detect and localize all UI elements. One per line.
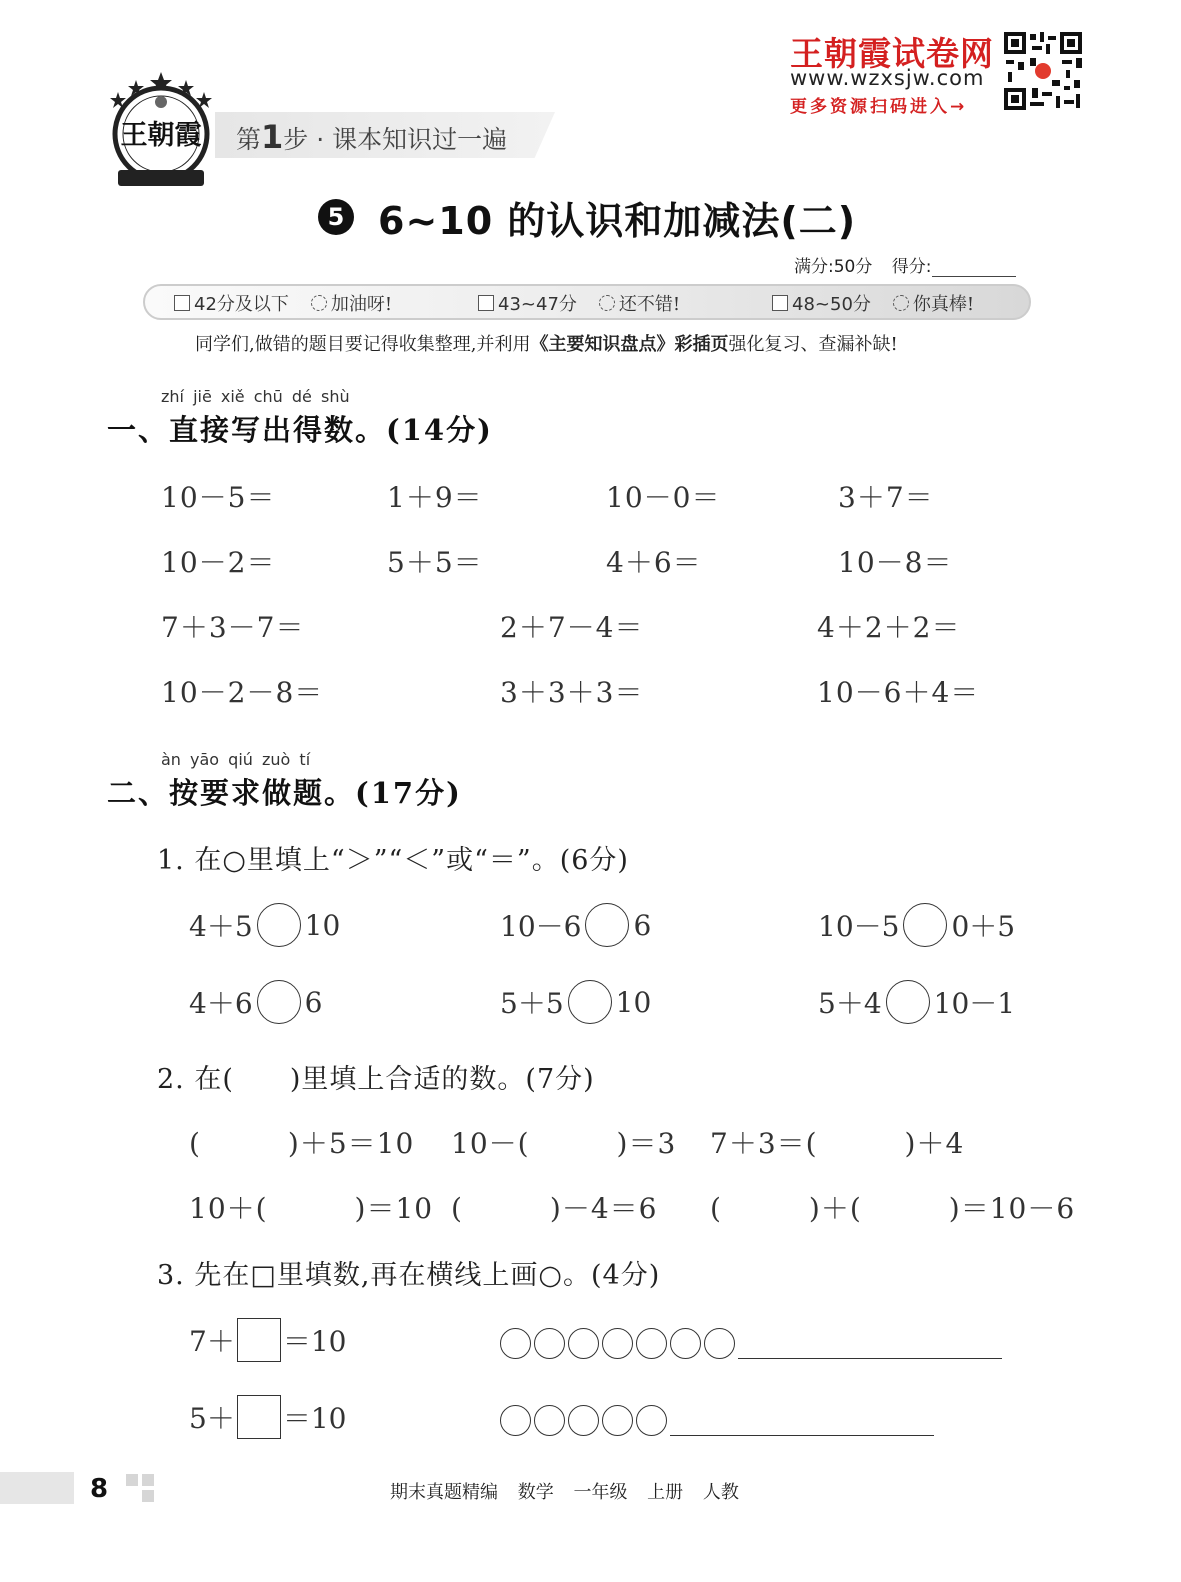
- drawn-circle: [602, 1405, 633, 1436]
- compare-item: [189, 903, 340, 947]
- arith-item[interactable]: 3＋7＝: [838, 481, 934, 514]
- equation-right: ＝10: [282, 1402, 347, 1435]
- compare-item: [818, 980, 1015, 1024]
- section2-pinyin: àn yāo qiú zuò tí: [161, 750, 311, 769]
- equation-right: ＝10: [282, 1325, 347, 1358]
- score-label: 得分:: [891, 257, 932, 277]
- score-line: [794, 252, 1016, 277]
- rating-item-low: [174, 290, 392, 316]
- arith-item[interactable]: 10－6＋4＝: [817, 676, 980, 709]
- step-number: 1: [261, 118, 284, 156]
- fill-blank-item[interactable]: 10＋( )＝10: [189, 1192, 434, 1225]
- step-prefix: 第: [236, 125, 262, 154]
- q1-title: 1. 在○里填上“＞”“＜”或“＝”。(6分): [157, 845, 629, 876]
- brand-logo-badge: [106, 70, 216, 190]
- answer-circle[interactable]: [585, 903, 629, 947]
- section1-pinyin: zhí jiē xiě chū dé shù: [161, 387, 350, 406]
- answer-circle[interactable]: [257, 903, 301, 947]
- full-score: 满分:50分: [794, 257, 873, 277]
- compare-left: 10－5: [818, 910, 900, 943]
- rating-range: 43~47分: [498, 294, 577, 315]
- step-label: [236, 118, 507, 156]
- lesson-number-badge: 5: [318, 199, 354, 235]
- compare-item: [500, 903, 651, 947]
- arith-item[interactable]: 4＋6＝: [606, 546, 702, 579]
- fill-blank-item[interactable]: ( )－4＝6: [451, 1192, 658, 1225]
- logo-text: 王朝霞: [120, 120, 202, 151]
- rating-comment: 加油呀!: [330, 294, 393, 315]
- q2-title: 2. 在( )里填上合适的数。(7分): [157, 1064, 595, 1095]
- drawn-circle: [500, 1328, 531, 1359]
- rating-comment: 你真棒!: [912, 294, 975, 315]
- arith-item[interactable]: 7＋3－7＝: [161, 611, 305, 644]
- rating-item-mid: [478, 290, 680, 316]
- qr-code-icon[interactable]: [1002, 30, 1084, 112]
- equation-left: 7＋: [189, 1325, 235, 1358]
- answer-circle[interactable]: [886, 980, 930, 1024]
- compare-left: 10－6: [500, 910, 582, 943]
- arith-item[interactable]: 4＋2＋2＝: [817, 611, 961, 644]
- rating-range: 42分及以下: [194, 294, 289, 315]
- compare-right: 0＋5: [951, 910, 1016, 943]
- score-blank[interactable]: [932, 260, 1016, 277]
- brand-url[interactable]: www.wzxsjw.com: [790, 66, 985, 90]
- compare-right: 10－1: [933, 987, 1016, 1020]
- arith-item[interactable]: 10－2＝: [161, 546, 276, 579]
- drawn-circle: [568, 1405, 599, 1436]
- drawn-circle: [534, 1405, 565, 1436]
- drawn-circle: [602, 1328, 633, 1359]
- rating-checkbox[interactable]: [174, 295, 190, 311]
- footer-decor: [126, 1474, 138, 1486]
- q3-title: 3. 先在□里填数,再在横线上画○。(4分): [157, 1260, 661, 1291]
- drawn-circle: [534, 1328, 565, 1359]
- rating-comment: 还不错!: [618, 294, 681, 315]
- compare-right: 6: [633, 908, 652, 942]
- answer-circle[interactable]: [903, 903, 947, 947]
- arith-item[interactable]: 10－5＝: [161, 481, 276, 514]
- circle-row: [500, 1326, 1002, 1359]
- drawn-circle: [500, 1405, 531, 1436]
- footer-decor: [142, 1490, 154, 1502]
- arith-item[interactable]: 10－0＝: [606, 481, 721, 514]
- lesson-title: 6~10 的认识和加减法(二): [378, 199, 857, 243]
- brand-scan-text: 更多资源扫码进入→: [790, 97, 968, 117]
- compare-right: 6: [304, 985, 323, 1019]
- arith-item[interactable]: 3＋3＋3＝: [500, 676, 644, 709]
- drawn-circle: [670, 1328, 701, 1359]
- compare-left: 5＋4: [818, 987, 882, 1020]
- drawing-line[interactable]: [738, 1326, 1002, 1359]
- answer-box[interactable]: [237, 1318, 281, 1362]
- footer-decor: [142, 1474, 154, 1486]
- footer-bar: [0, 1472, 74, 1504]
- note-text: 同学们,做错的题目要记得收集整理,并利用: [195, 334, 531, 355]
- section1-heading: 一、直接写出得数。(14分): [107, 413, 493, 447]
- compare-right: 10: [615, 985, 652, 1019]
- compare-left: 4＋6: [189, 987, 253, 1020]
- equation-left: 5＋: [189, 1402, 235, 1435]
- answer-circle[interactable]: [257, 980, 301, 1024]
- compare-left: 5＋5: [500, 987, 564, 1020]
- smiley-icon: [893, 295, 909, 311]
- drawn-circle: [636, 1328, 667, 1359]
- compare-item: [189, 980, 322, 1024]
- rating-checkbox[interactable]: [772, 295, 788, 311]
- answer-box[interactable]: [237, 1395, 281, 1439]
- compare-item: [818, 903, 1015, 947]
- box-equation: [189, 1395, 346, 1439]
- rating-range: 48~50分: [792, 294, 871, 315]
- fill-blank-item[interactable]: 10－( )＝3: [451, 1127, 677, 1160]
- arith-item[interactable]: 2＋7－4＝: [500, 611, 644, 644]
- brand-title: 王朝霞试卷网: [790, 34, 994, 73]
- footer-book-info: 期末真题精编 数学 一年级 上册 人教: [390, 1482, 739, 1503]
- arith-item[interactable]: 1＋9＝: [387, 481, 483, 514]
- rating-item-high: [772, 290, 974, 316]
- rating-checkbox[interactable]: [478, 295, 494, 311]
- circle-row: [500, 1403, 934, 1436]
- drawn-circle: [568, 1328, 599, 1359]
- drawn-circle: [636, 1405, 667, 1436]
- fill-blank-item[interactable]: 7＋3＝( )＋4: [710, 1127, 965, 1160]
- compare-item: [500, 980, 651, 1024]
- box-equation: [189, 1318, 346, 1362]
- fill-blank-item[interactable]: ( )＋( )＝10－6: [710, 1192, 1076, 1225]
- step-suffix: 步 · 课本知识过一遍: [283, 125, 508, 154]
- page-number: 8: [90, 1474, 109, 1504]
- drawn-circle: [704, 1328, 735, 1359]
- arith-item[interactable]: 5＋5＝: [387, 546, 483, 579]
- section2-heading: 二、按要求做题。(17分): [107, 776, 462, 810]
- drawing-line[interactable]: [670, 1403, 934, 1436]
- smiley-icon: [311, 295, 327, 311]
- compare-left: 4＋5: [189, 910, 253, 943]
- study-note: [195, 330, 898, 356]
- fill-blank-item[interactable]: ( )＋5＝10: [189, 1127, 415, 1160]
- note-text-end: 强化复习、查漏补缺!: [728, 334, 898, 355]
- compare-right: 10: [304, 908, 341, 942]
- arith-item[interactable]: 10－2－8＝: [161, 676, 324, 709]
- answer-circle[interactable]: [568, 980, 612, 1024]
- note-highlight: 《主要知识盘点》彩插页: [530, 334, 729, 355]
- arith-item[interactable]: 10－8＝: [838, 546, 953, 579]
- smiley-icon: [599, 295, 615, 311]
